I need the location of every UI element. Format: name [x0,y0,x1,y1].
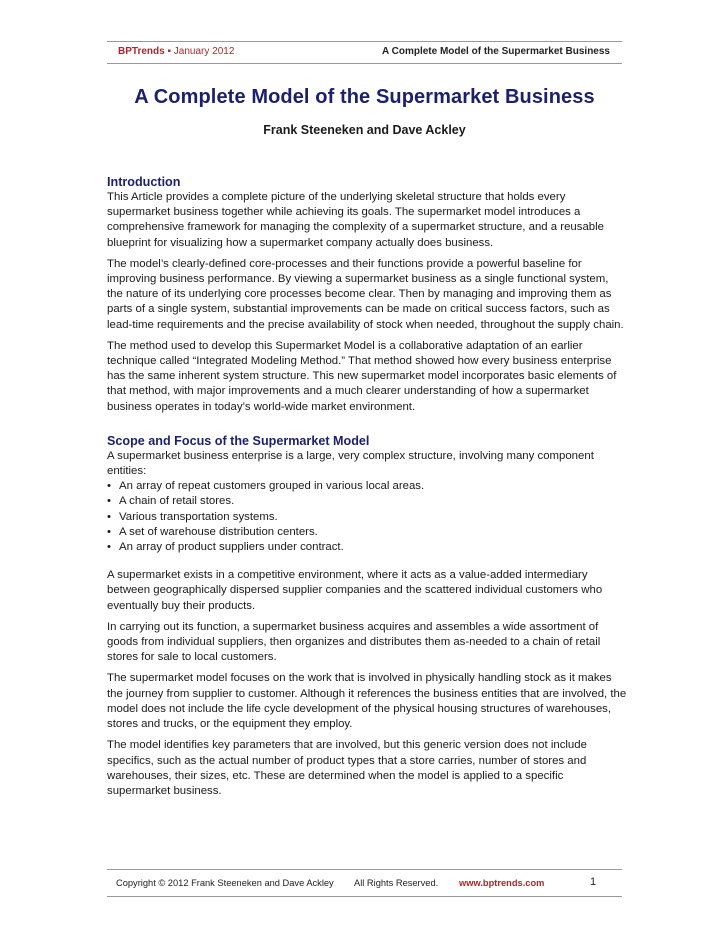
scope-paragraph: A supermarket exists in a competitive environment, where it acts as a value-added intermediary between geographically dispersed supplier companies and the scattered individual customers who eventually buy their products. [107,569,603,612]
scope-intro: A supermarket business enterprise is a large, very complex structure, involving many component entities: [107,449,594,478]
list-item: • A chain of retail stores. [107,494,627,509]
scope-paragraph: In carrying out its function, a supermarket business acquires and assembles a wide assortment of goods from individual suppliers, then organizes and distributes them as-needed to a chain of retail stores for sale to local customers. [107,620,601,664]
footer-top-rule [107,869,622,870]
list-item: • An array of product suppliers under contract. [107,540,627,555]
introduction-heading: Introduction [107,175,181,189]
list-item: • A set of warehouse distribution centers. [107,525,627,540]
document-title: A Complete Model of the Supermarket Business [134,86,595,108]
page-header [118,46,614,57]
footer-website-link[interactable]: www.bptrends.com [459,878,545,888]
footer-rights: All Rights Reserved. [354,878,439,888]
scope-paragraph: The model identifies key parameters that are involved, but this generic version does not include specifics, such as the actual number of product types that a store carries, number of stores and warehouses, their sizes, etc. These are determined when the model is applied to a specific supermarket business. [107,739,587,797]
footer-page-number: 1 [590,876,597,888]
introduction-section [107,174,627,415]
header-date: January 2012 [173,46,235,57]
scope-heading: Scope and Focus of the Supermarket Model [107,433,370,448]
introduction-paragraph: This Article provides a complete picture of the underlying skeletal structure that holds every supermarket business together while achieving its goals. The supermarket model introduces a comprehensive framework for managing the complexity of a supermarket structure, and a reusable blueprint for visualizing how a supermarket company actually does business. [107,191,604,249]
scope-section [107,433,627,799]
footer-bottom-rule [107,896,622,897]
list-item: • An array of repeat customers grouped in various local areas. [107,479,627,494]
scope-paragraph: The supermarket model focuses on the work that is involved in physically handling stock as it makes the journey from supplier to customer. Although it references the business entities that are involved, the model does not include the life cycle development of the physical housing structures of warehouses, stores and trucks, or the equipment they employ. [107,672,627,731]
list-item: • Various transportation systems. [107,510,627,525]
document-body [107,174,627,805]
introduction-paragraph: The method used to develop this Supermarket Model is a collaborative adaptation of an earlier technique called “Integrated Modeling Method.” That method showed how every business enterprise has the same inherent system structure. This new supermarket model incorporates basic elements of that method, with major improvements and a much clearer understanding of how a supermarket business operates in today’s world-wide market environment. [107,339,617,413]
header-top-rule [107,41,622,42]
document-authors: Frank Steeneken and Dave Ackley [263,123,466,137]
footer-copyright: Copyright © 2012 Frank Steeneken and Dave Ackley [116,878,334,888]
header-brand: BPTrends [118,46,165,57]
header-running-title: A Complete Model of the Supermarket Business [381,46,610,57]
introduction-paragraph: The model’s clearly-defined core-processes and their functions provide a powerful baseline for improving business performance. By viewing a supermarket business as a single functional system, the nature of its underlying core processes become clear. Then by managing and improving them as parts of a single system, substantial improvements can be made on critical success factors, such as lead-time requirements and the precise availability of stock when needed, throughout the supply chain. [107,257,624,331]
header-separator: ▪ [164,46,174,57]
entity-list [107,479,627,555]
header-bottom-rule [107,63,622,64]
